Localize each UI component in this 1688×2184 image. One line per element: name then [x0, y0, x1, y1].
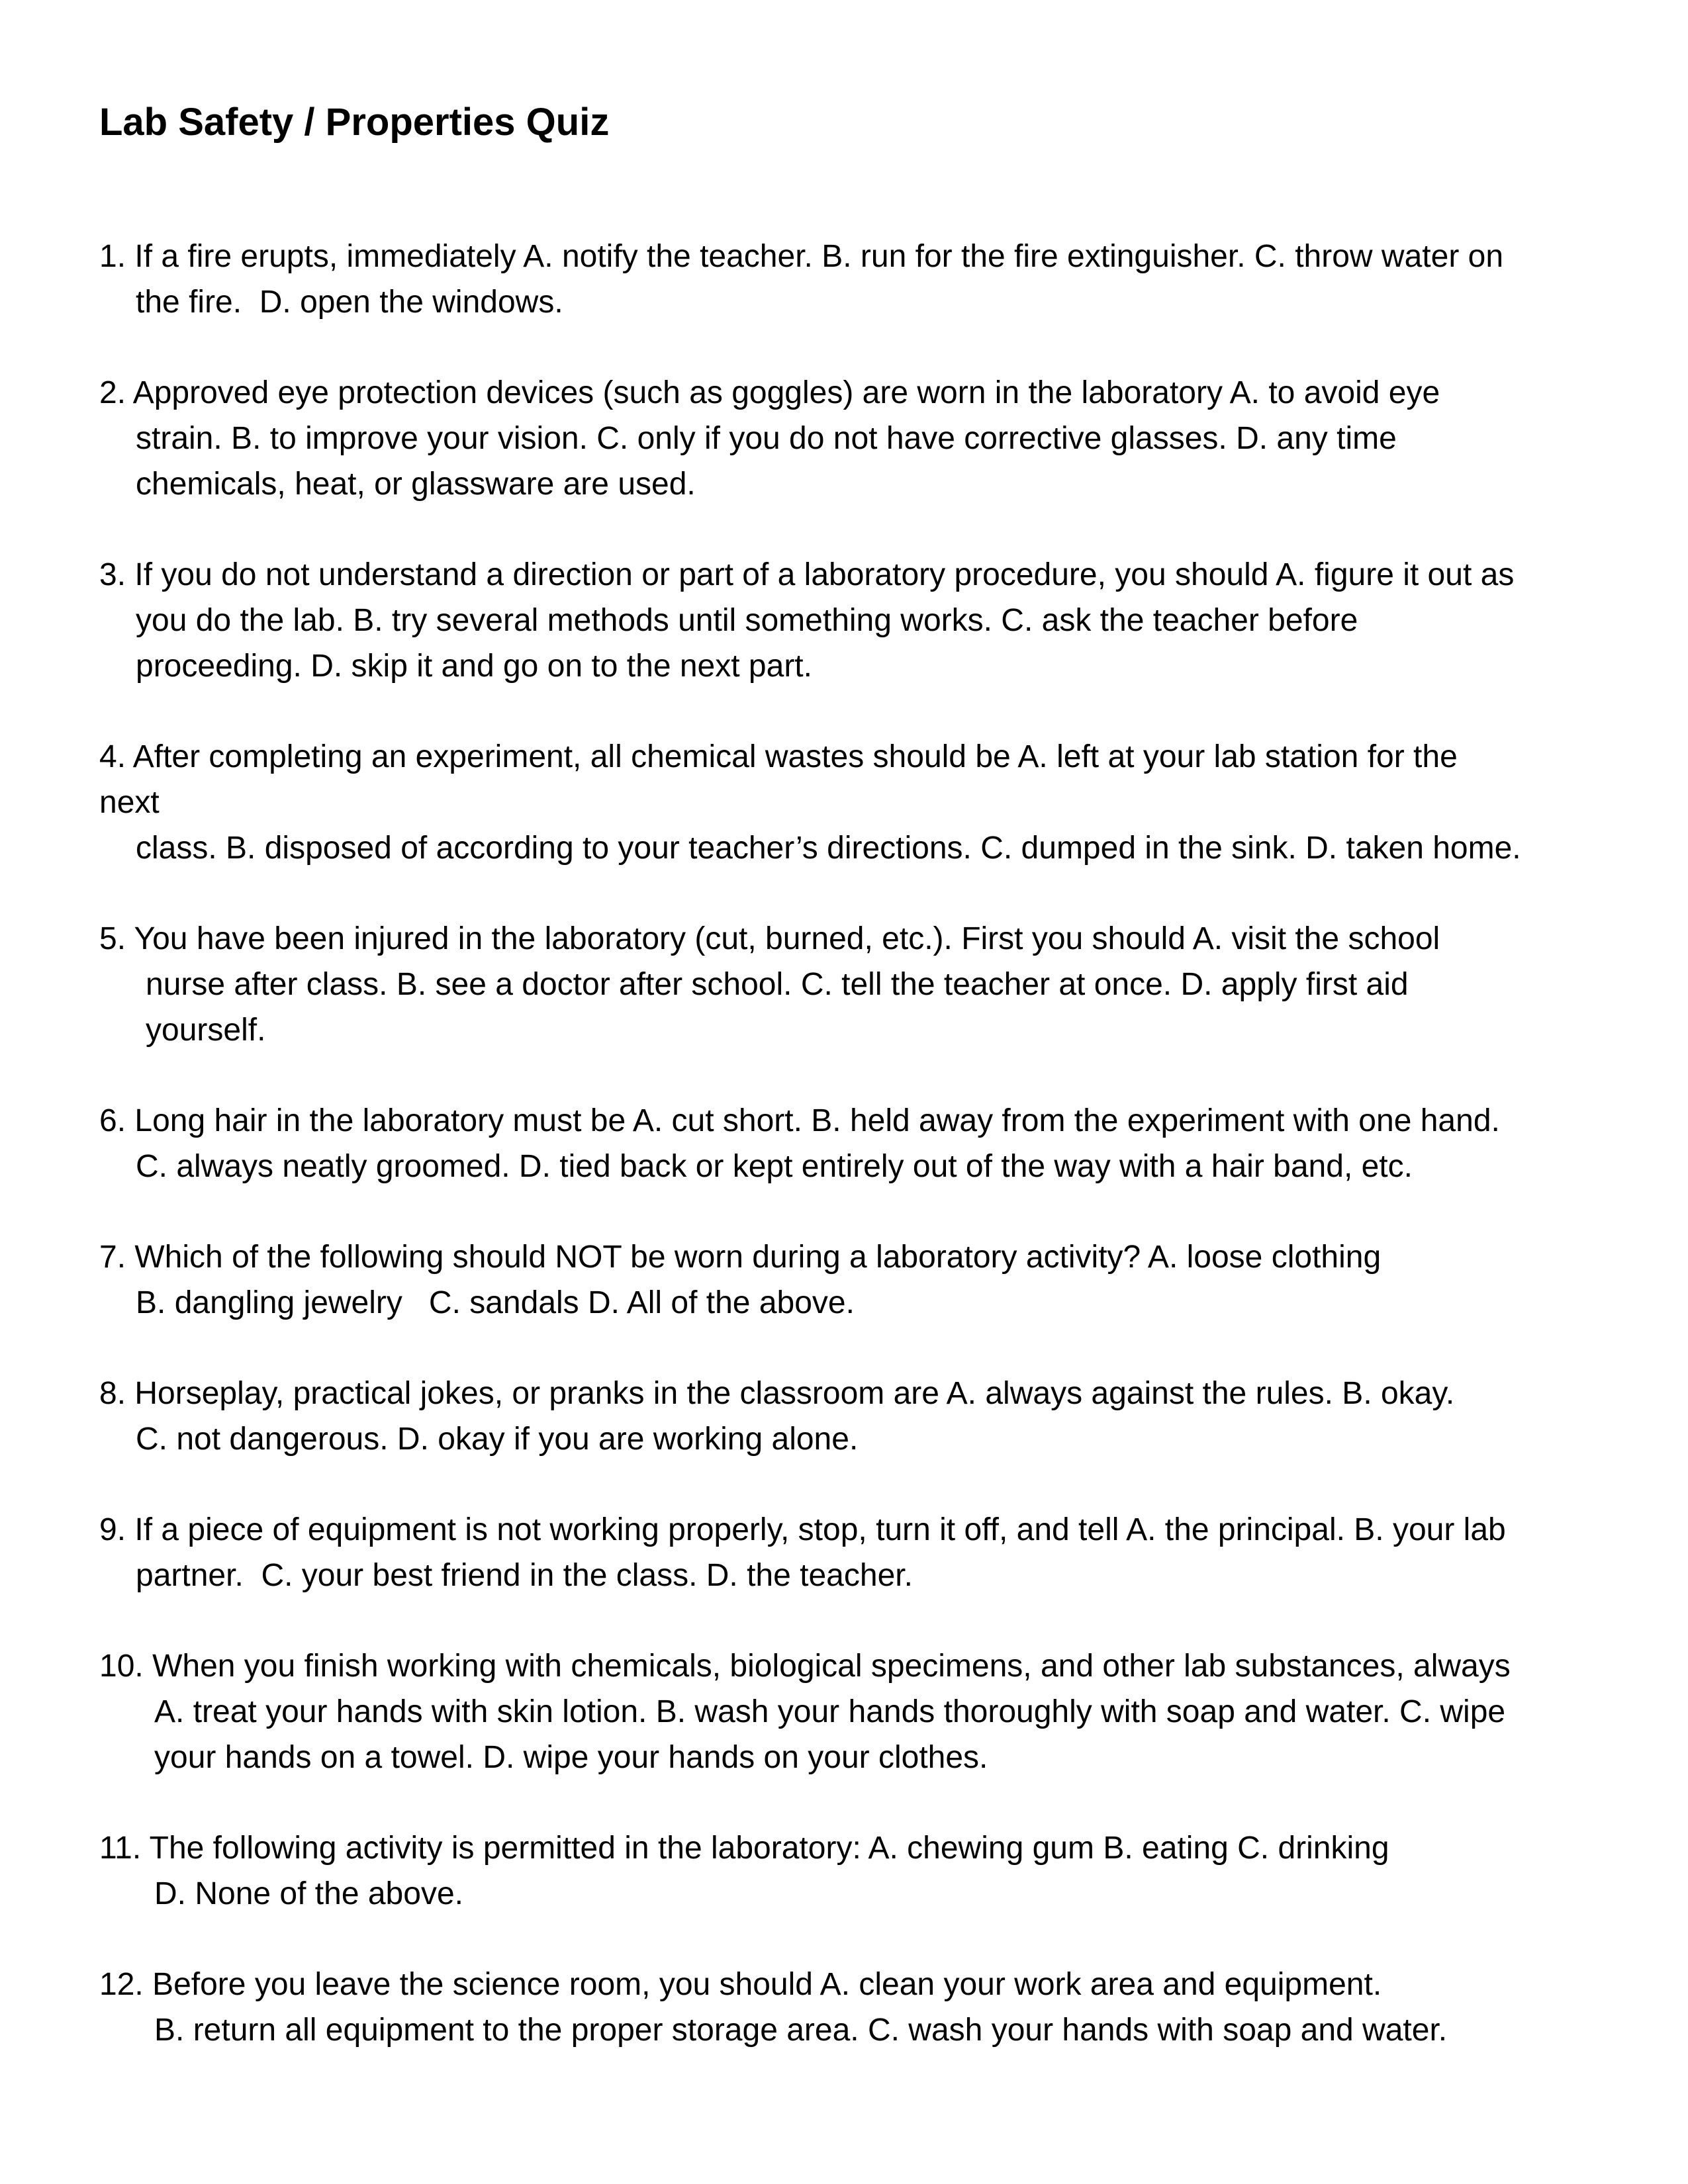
question-6-line-2: C. always neatly groomed. D. tied back or kept entirely out of the way with a hair band, etc.	[136, 1149, 1413, 1184]
question-11-line-1: 11. The following activity is permitted in the laboratory: A. chewing gum B. eating C. drinking	[99, 1831, 1389, 1866]
page-title: Lab Safety / Properties Quiz	[99, 101, 610, 144]
question-8-line-1: 8. Horseplay, practical jokes, or pranks in the classroom are A. always against the rules. B. okay.	[99, 1376, 1455, 1411]
question-4-line-3: class. B. disposed of according to your teacher’s directions. C. dumped in the sink. D. taken home.	[136, 831, 1521, 866]
question-10-line-3: your hands on a towel. D. wipe your hands on your clothes.	[154, 1740, 988, 1775]
question-6-line-1: 6. Long hair in the laboratory must be A. cut short. B. held away from the experiment with one hand.	[99, 1103, 1500, 1138]
question-8-line-2: C. not dangerous. D. okay if you are working alone.	[136, 1422, 859, 1457]
question-3-line-3: proceeding. D. skip it and go on to the next part.	[136, 649, 812, 684]
question-7-line-1: 7. Which of the following should NOT be worn during a laboratory activity? A. loose clothing	[99, 1240, 1382, 1275]
question-5-line-2: nurse after class. B. see a doctor after school. C. tell the teacher at once. D. apply first aid	[146, 967, 1409, 1002]
question-1-line-1: 1. If a fire erupts, immediately A. notify the teacher. B. run for the fire extinguisher. C. throw water on	[99, 239, 1504, 274]
question-9-line-1: 9. If a piece of equipment is not working properly, stop, turn it off, and tell A. the principal. B. your lab	[99, 1512, 1506, 1547]
question-1-line-2: the fire. D. open the windows.	[136, 285, 563, 320]
question-2-line-2: strain. B. to improve your vision. C. only if you do not have corrective glasses. D. any time	[136, 421, 1397, 456]
question-4-line-2: next	[99, 785, 160, 820]
question-3-line-1: 3. If you do not understand a direction or part of a laboratory procedure, you should A. figure it out as	[99, 557, 1515, 592]
question-7-line-2: B. dangling jewelry C. sandals D. All of the above.	[136, 1285, 855, 1320]
question-12-line-2: B. return all equipment to the proper storage area. C. wash your hands with soap and water.	[154, 2013, 1448, 2048]
question-2-line-3: chemicals, heat, or glassware are used.	[136, 467, 696, 502]
question-11-line-2: D. None of the above.	[154, 1876, 463, 1911]
question-2-line-1: 2. Approved eye protection devices (such as goggles) are worn in the laboratory A. to avoid eye	[99, 375, 1440, 410]
question-5-line-3: yourself.	[146, 1013, 266, 1048]
question-12-line-1: 12. Before you leave the science room, you should A. clean your work area and equipment.	[99, 1967, 1382, 2002]
question-9-line-2: partner. C. your best friend in the class. D. the teacher.	[136, 1558, 913, 1593]
question-10-line-1: 10. When you finish working with chemicals, biological specimens, and other lab substances, always	[99, 1649, 1511, 1684]
question-5-line-1: 5. You have been injured in the laboratory (cut, burned, etc.). First you should A. visit the school	[99, 921, 1440, 956]
question-10-line-2: A. treat your hands with skin lotion. B. wash your hands thoroughly with soap and water. C. wipe	[154, 1694, 1506, 1729]
question-3-line-2: you do the lab. B. try several methods until something works. C. ask the teacher before	[136, 603, 1358, 638]
question-4-line-1: 4. After completing an experiment, all chemical wastes should be A. left at your lab station for the	[99, 739, 1458, 774]
